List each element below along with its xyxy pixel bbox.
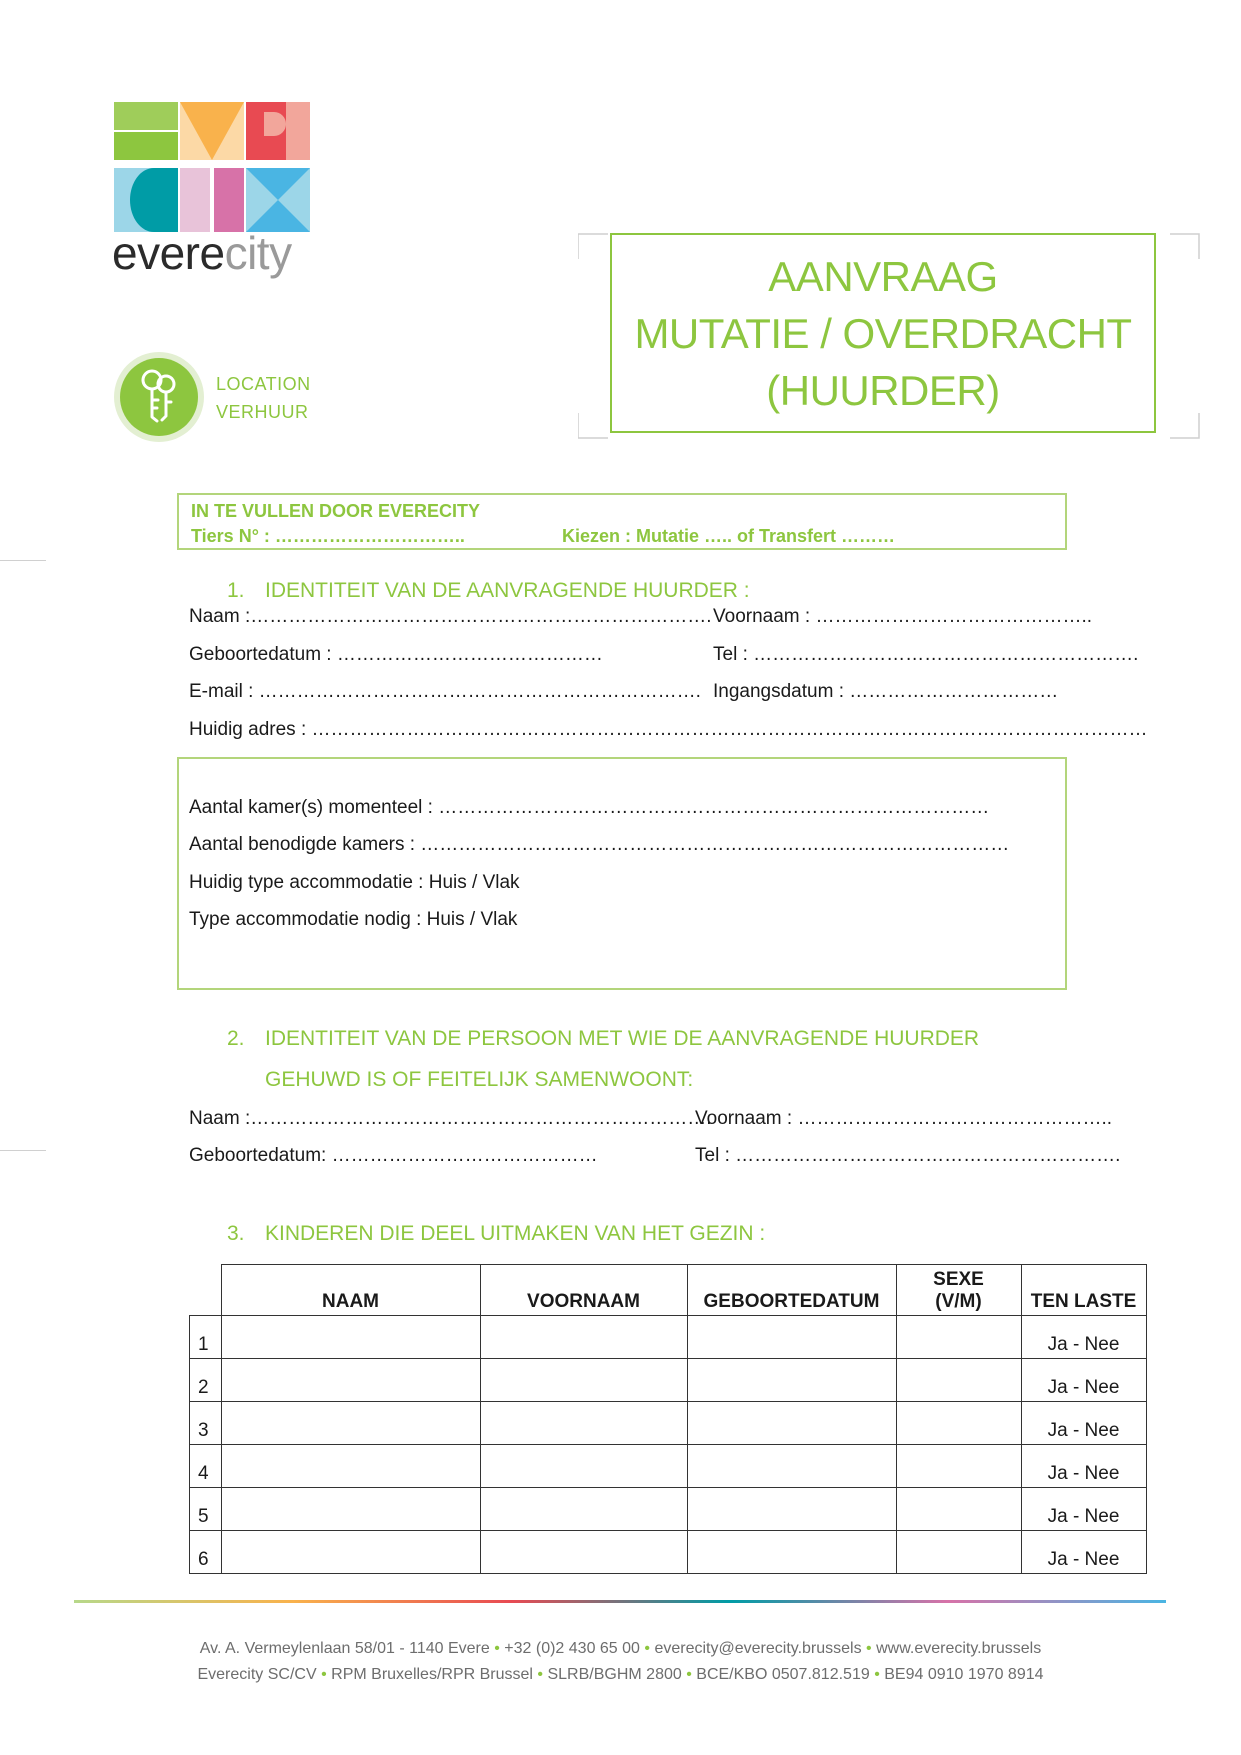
col-ten-laste: TEN LASTE bbox=[1021, 1265, 1146, 1316]
row-index: 6 bbox=[190, 1531, 222, 1574]
footer-iban: BE94 0910 1970 8914 bbox=[884, 1666, 1044, 1683]
footer-bce: BCE/KBO 0507.812.519 bbox=[696, 1666, 870, 1683]
row-index: 5 bbox=[190, 1488, 222, 1531]
child-sexe-cell[interactable] bbox=[896, 1402, 1021, 1445]
tenant-phone-field[interactable]: Tel : ……………………………………………………. bbox=[713, 644, 1139, 665]
child-voornaam-cell[interactable] bbox=[480, 1445, 687, 1488]
footer-legal-line: Everecity SC/CV • RPM Bruxelles/RPR Brussel • SLRB/BGHM 2800 • BCE/KBO 0507.812.519 • BE94 0910 1970 8914 bbox=[197, 1666, 1044, 1683]
row-index: 2 bbox=[190, 1359, 222, 1402]
fold-mark bbox=[0, 560, 46, 561]
child-ten-laste-cell[interactable]: Ja - Nee bbox=[1021, 1531, 1146, 1574]
document-title bbox=[610, 233, 1156, 433]
child-naam-cell[interactable] bbox=[221, 1359, 480, 1402]
col-voornaam: VOORNAAM bbox=[480, 1265, 687, 1316]
needed-rooms-field[interactable]: Aantal benodigde kamers : ………………………………………………………………………………… bbox=[189, 834, 1010, 855]
location-label bbox=[216, 370, 311, 426]
child-birthdate-cell[interactable] bbox=[687, 1402, 896, 1445]
child-birthdate-cell[interactable] bbox=[687, 1445, 896, 1488]
table-row bbox=[190, 1488, 1147, 1531]
section-2-title-line-2: GEHUWD IS OF FEITELIJK SAMENWOONT: bbox=[265, 1068, 694, 1091]
child-ten-laste-cell[interactable]: Ja - Nee bbox=[1021, 1316, 1146, 1359]
footer-phone: +32 (0)2 430 65 00 bbox=[504, 1640, 640, 1657]
children-table bbox=[189, 1264, 1147, 1574]
tenant-name-field[interactable]: Naam :………………………………………………………………. bbox=[189, 606, 712, 627]
partner-phone-field[interactable]: Tel : ……………………………………………………. bbox=[695, 1145, 1121, 1166]
footer-website-link[interactable]: www.everecity.brussels bbox=[876, 1640, 1042, 1657]
section-2-title: 2. IDENTITEIT VAN DE PERSOON MET WIE DE AANVRAGENDE HUURDER bbox=[227, 1027, 980, 1050]
child-ten-laste-cell[interactable]: Ja - Nee bbox=[1021, 1445, 1146, 1488]
child-sexe-cell[interactable] bbox=[896, 1445, 1021, 1488]
fold-mark bbox=[0, 1150, 46, 1151]
child-sexe-cell[interactable] bbox=[896, 1488, 1021, 1531]
child-naam-cell[interactable] bbox=[221, 1445, 480, 1488]
child-birthdate-cell[interactable] bbox=[687, 1316, 896, 1359]
child-voornaam-cell[interactable] bbox=[480, 1531, 687, 1574]
child-sexe-cell[interactable] bbox=[896, 1316, 1021, 1359]
table-row bbox=[190, 1316, 1147, 1359]
col-sexe: SEXE (V/M) bbox=[896, 1265, 1021, 1316]
partner-birthdate-field[interactable]: Geboortedatum: …………………………………… bbox=[189, 1145, 598, 1166]
footer-address: Av. A. Vermeylenlaan 58/01 - 1140 Evere bbox=[199, 1640, 490, 1657]
child-voornaam-cell[interactable] bbox=[480, 1402, 687, 1445]
child-birthdate-cell[interactable] bbox=[687, 1488, 896, 1531]
footer-address-line: Av. A. Vermeylenlaan 58/01 - 1140 Evere • +32 (0)2 430 65 00 • everecity@everecity.brussels • www.everecity.brussels bbox=[199, 1640, 1042, 1657]
child-naam-cell[interactable] bbox=[221, 1316, 480, 1359]
title-line-1: AANVRAAG bbox=[768, 252, 998, 300]
tenant-birthdate-field[interactable]: Geboortedatum : …………………………………… bbox=[189, 644, 603, 665]
child-birthdate-cell[interactable] bbox=[687, 1359, 896, 1402]
keys-icon bbox=[112, 350, 206, 444]
partner-firstname-field[interactable]: Voornaam : ………………………………………….. bbox=[695, 1108, 1113, 1129]
row-index: 3 bbox=[190, 1402, 222, 1445]
child-sexe-cell[interactable] bbox=[896, 1359, 1021, 1402]
table-row bbox=[190, 1445, 1147, 1488]
footer-company: Everecity SC/CV bbox=[197, 1666, 317, 1683]
needed-type-field[interactable]: Type accommodatie nodig : Huis / Vlak bbox=[189, 909, 518, 930]
title-line-3: (HUURDER) bbox=[766, 366, 1000, 414]
footer-rpm: RPM Bruxelles/RPR Brussel bbox=[331, 1666, 533, 1683]
col-geboortedatum: GEBOORTEDATUM bbox=[687, 1265, 896, 1316]
child-ten-laste-cell[interactable]: Ja - Nee bbox=[1021, 1359, 1146, 1402]
section-3-title: 3. KINDEREN DIE DEEL UITMAKEN VAN HET GEZIN : bbox=[227, 1222, 766, 1245]
table-row bbox=[190, 1359, 1147, 1402]
col-naam: NAAM bbox=[221, 1265, 480, 1316]
current-type-field[interactable]: Huidig type accommodatie : Huis / Vlak bbox=[189, 872, 520, 893]
everecity-logo-icon bbox=[114, 102, 310, 232]
child-voornaam-cell[interactable] bbox=[480, 1316, 687, 1359]
child-naam-cell[interactable] bbox=[221, 1531, 480, 1574]
child-voornaam-cell[interactable] bbox=[480, 1488, 687, 1531]
child-sexe-cell[interactable] bbox=[896, 1531, 1021, 1574]
brand-wordmark: everecity bbox=[112, 227, 292, 279]
badge-line-2: VERHUUR bbox=[216, 402, 309, 422]
child-ten-laste-cell[interactable]: Ja - Nee bbox=[1021, 1402, 1146, 1445]
mutation-transfer-choice[interactable]: Kiezen : Mutatie ….. of Transfert ……… bbox=[562, 526, 896, 546]
table-corner bbox=[190, 1265, 222, 1316]
section-1-title: 1. IDENTITEIT VAN DE AANVRAGENDE HUURDER : bbox=[227, 579, 750, 602]
child-ten-laste-cell[interactable]: Ja - Nee bbox=[1021, 1488, 1146, 1531]
tenant-firstname-field[interactable]: Voornaam : …………………………………….. bbox=[713, 606, 1093, 627]
office-box-heading: IN TE VULLEN DOOR EVERECITY bbox=[191, 501, 481, 521]
child-birthdate-cell[interactable] bbox=[687, 1531, 896, 1574]
table-row bbox=[190, 1531, 1147, 1574]
tenant-address-field[interactable]: Huidig adres : …………………………………………………………………………………………………………………… bbox=[189, 719, 1148, 740]
child-voornaam-cell[interactable] bbox=[480, 1359, 687, 1402]
tiers-number-field[interactable]: Tiers N° : ………………………….. bbox=[191, 526, 465, 546]
row-index: 4 bbox=[190, 1445, 222, 1488]
child-naam-cell[interactable] bbox=[221, 1488, 480, 1531]
current-rooms-field[interactable]: Aantal kamer(s) momenteel : …………………………………………………………………………… bbox=[189, 797, 990, 818]
partner-name-field[interactable]: Naam :………………………………………………………………. bbox=[189, 1108, 712, 1129]
footer-color-rule bbox=[74, 1600, 1166, 1603]
everecity-office-box bbox=[177, 493, 1067, 550]
row-index: 1 bbox=[190, 1316, 222, 1359]
footer-email-link[interactable]: everecity@everecity.brussels bbox=[654, 1640, 862, 1657]
table-row bbox=[190, 1402, 1147, 1445]
child-naam-cell[interactable] bbox=[221, 1402, 480, 1445]
tenant-email-field[interactable]: E-mail : ……………………………………………………………. bbox=[189, 681, 701, 702]
title-line-2: MUTATIE / OVERDRACHT bbox=[634, 309, 1132, 357]
tenant-startdate-field[interactable]: Ingangsdatum : …………………………… bbox=[713, 681, 1059, 702]
footer-slrb: SLRB/BGHM 2800 bbox=[547, 1666, 682, 1683]
badge-line-1: LOCATION bbox=[216, 374, 311, 394]
